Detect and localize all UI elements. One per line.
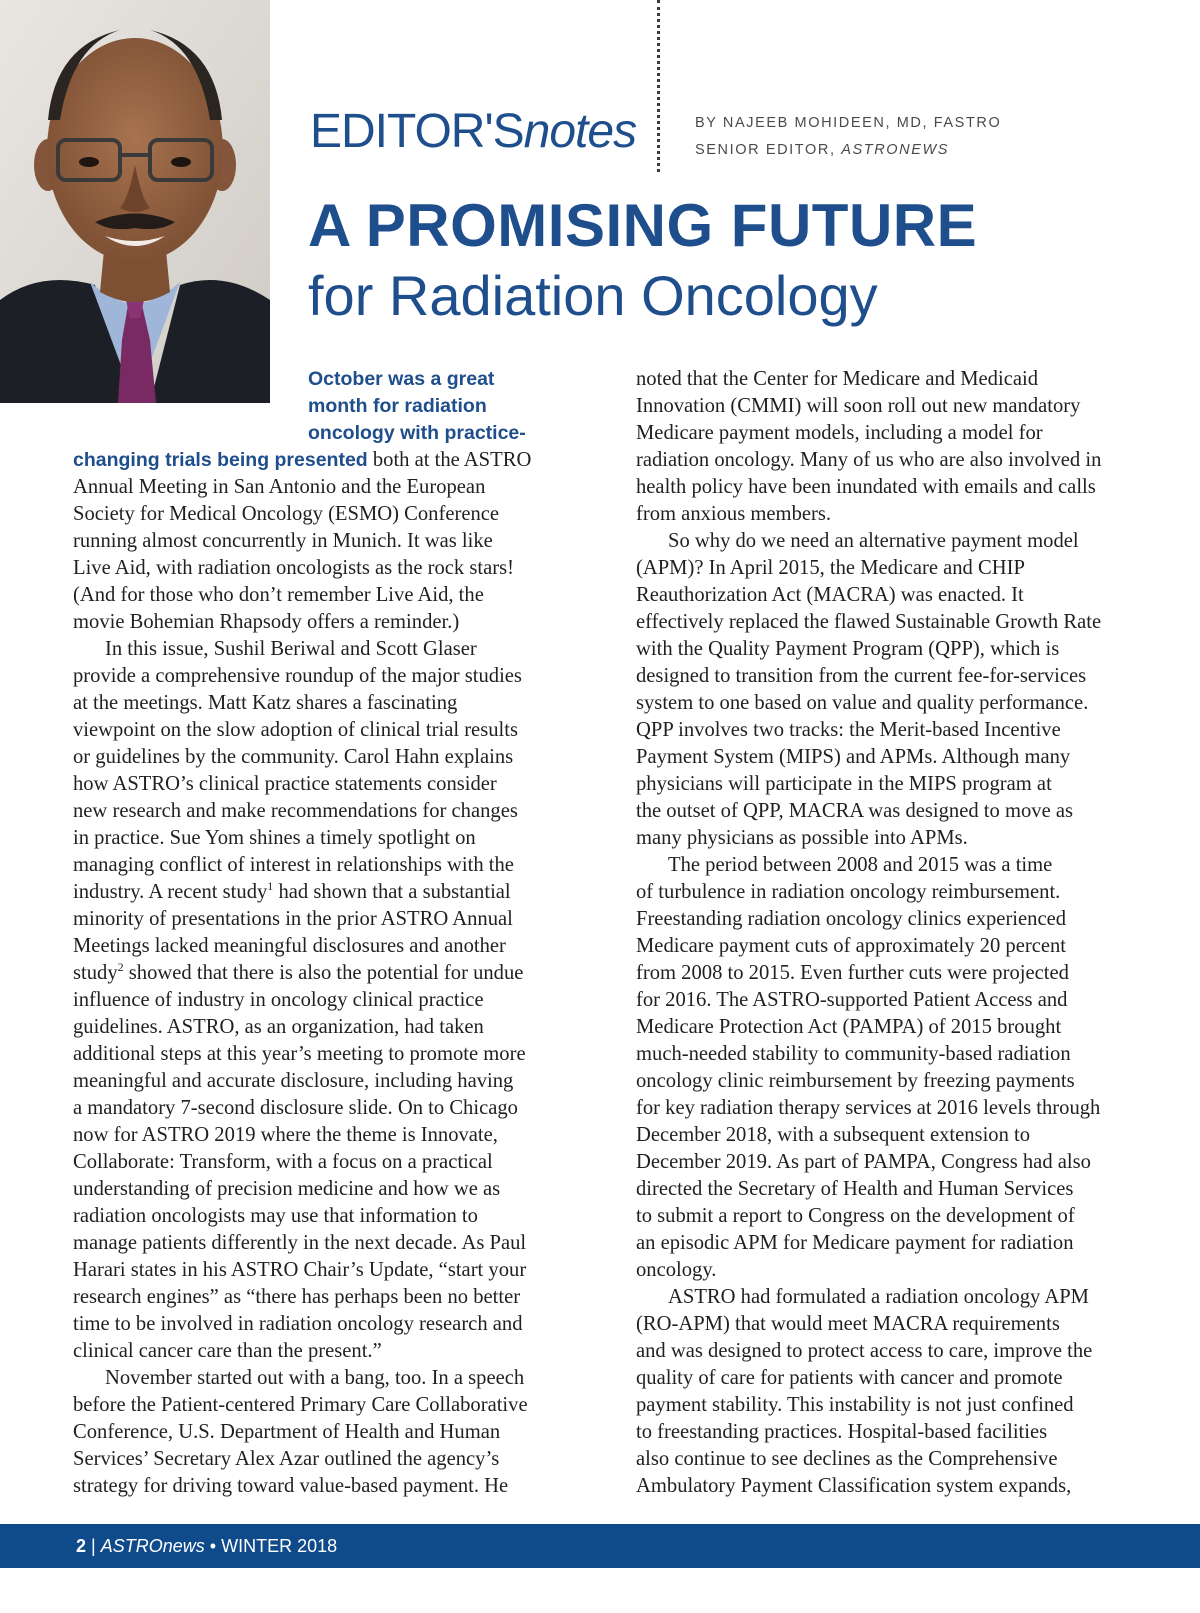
text-line: for key radiation therapy services at 2016 levels through	[636, 1097, 1101, 1119]
article-title-strong: PROMISING FUTURE	[365, 192, 978, 259]
footer-bar	[0, 1524, 1200, 1568]
text-line: So why do we need an alternative payment model	[668, 530, 1079, 552]
text-line: radiation oncology. Many of us who are also involved in	[636, 449, 1102, 471]
text-line: radiation oncologists may use that information to	[73, 1205, 478, 1227]
text-line: Harari states in his ASTRO Chair’s Update, “start your	[73, 1259, 527, 1281]
text-line: quality of care for patients with cancer and promote	[636, 1367, 1063, 1389]
section-heading-caps: EDITOR'S	[310, 105, 524, 158]
text-line: payment stability. This instability is not just confined	[636, 1394, 1074, 1416]
text-line: before the Patient-centered Primary Care Collaborative	[73, 1394, 528, 1416]
text-line: Innovation (CMMI) will soon roll out new mandatory	[636, 395, 1081, 417]
text-line: manage patients differently in the next decade. As Paul	[73, 1232, 527, 1254]
byline-role-prefix: SENIOR EDITOR,	[695, 142, 842, 158]
text-line: and was designed to protect access to care, improve the	[636, 1340, 1093, 1362]
text-line: understanding of precision medicine and how we as	[73, 1178, 501, 1200]
author-portrait	[0, 0, 270, 403]
lead-line: oncology with practice-	[308, 422, 526, 444]
text-line: effectively replaced the flawed Sustainable Growth Rate	[636, 611, 1102, 633]
section-heading	[310, 105, 637, 158]
text-line: much-needed stability to community-based radiation	[636, 1043, 1071, 1065]
byline-author: BY NAJEEB MOHIDEEN, MD, FASTRO	[695, 115, 1002, 131]
text-line: Annual Meeting in San Antonio and the European	[73, 476, 486, 498]
text-line: oncology clinic reimbursement by freezing payments	[636, 1070, 1075, 1092]
text-line: (And for those who don’t remember Live Aid, the	[73, 584, 484, 606]
text-line: Conference, U.S. Department of Health and Human	[73, 1421, 501, 1443]
text-line: In this issue, Sushil Beriwal and Scott Glaser	[105, 638, 477, 660]
right-column	[636, 366, 1101, 1500]
text-line: many physicians as possible into APMs.	[636, 827, 968, 849]
text-line: directed the Secretary of Health and Human Services	[636, 1178, 1074, 1200]
text-line: Society for Medical Oncology (ESMO) Conference	[73, 503, 500, 525]
text-line: influence of industry in oncology clinical practice	[73, 989, 484, 1011]
text-line: to submit a report to Congress on the development of	[636, 1205, 1075, 1227]
text-line: physicians will participate in the MIPS program at	[636, 773, 1052, 795]
text-line: Meetings lacked meaningful disclosures and another	[73, 935, 506, 957]
text-line: QPP involves two tracks: the Merit-based Incentive	[636, 719, 1061, 741]
text-line: Medicare payment models, including a model for	[636, 422, 1043, 444]
text-line: also continue to see declines as the Comprehensive	[636, 1448, 1058, 1470]
text-line: The period between 2008 and 2015 was a time	[668, 854, 1053, 876]
text-line: Payment System (MIPS) and APMs. Although many	[636, 746, 1071, 768]
text-line: managing conflict of interest in relationships with the	[73, 854, 514, 876]
footer-separator: |	[91, 1536, 96, 1556]
article-subtitle: for Radiation Oncology	[308, 264, 878, 327]
text-line: Freestanding radiation oncology clinics experienced	[636, 908, 1067, 930]
text-line: December 2019. As part of PAMPA, Congress had also	[636, 1151, 1091, 1173]
text-line: (RO-APM) that would meet MACRA requirements	[636, 1313, 1060, 1335]
footer-bullet: •	[209, 1536, 217, 1556]
text-line: designed to transition from the current fee-for-services	[636, 665, 1087, 687]
text-line: of turbulence in radiation oncology reimbursement.	[636, 881, 1061, 903]
text-line: clinical cancer care than the present.”	[73, 1340, 382, 1362]
text-line: an episodic APM for Medicare payment for radiation	[636, 1232, 1074, 1254]
text-line: Reauthorization Act (MACRA) was enacted. It	[636, 584, 1024, 606]
footnote-ref: 2	[117, 960, 124, 975]
text-line: a mandatory 7-second disclosure slide. On to Chicago	[73, 1097, 518, 1119]
left-column	[73, 366, 531, 1500]
text-line: from 2008 to 2015. Even further cuts were projected	[636, 962, 1069, 984]
text-line: December 2018, with a subsequent extension to	[636, 1124, 1031, 1146]
text-line: from anxious members.	[636, 503, 832, 525]
article-title-prefix: A	[308, 192, 366, 259]
byline-publication: ASTRONEWS	[841, 142, 950, 158]
text-line: for 2016. The ASTRO-supported Patient Access and	[636, 989, 1068, 1011]
text-line: ASTRO had formulated a radiation oncology APM	[668, 1286, 1089, 1308]
text-line: November started out with a bang, too. In a speech	[105, 1367, 525, 1389]
text-line: at the meetings. Matt Katz shares a fascinating	[73, 692, 458, 714]
footer-text	[76, 1534, 337, 1558]
text-line: industry. A recent study$^1$ had shown that a substantial	[73, 879, 511, 903]
text-line: Live Aid, with radiation oncologists as the rock stars!	[73, 557, 514, 579]
footer-issue: WINTER 2018	[221, 1536, 338, 1556]
text-line: in practice. Sue Yom shines a timely spotlight on	[73, 827, 476, 849]
text-line: how ASTRO’s clinical practice statements consider	[73, 773, 497, 795]
author-portrait-illustration	[0, 0, 270, 403]
text-line: time to be involved in radiation oncology research and	[73, 1313, 523, 1335]
footnote-ref: 1	[267, 879, 274, 894]
article-title	[308, 192, 978, 259]
section-heading-italic: notes	[523, 105, 637, 158]
text-line: meaningful and accurate disclosure, including having	[73, 1070, 514, 1092]
text-line: changing trials being presented both at the ASTRO	[73, 449, 532, 471]
text-line: strategy for driving toward value-based payment. He	[73, 1475, 509, 1497]
lead-line: month for radiation	[308, 395, 487, 417]
text-line: viewpoint on the slow adoption of clinical trial results	[73, 719, 518, 741]
text-line: oncology.	[636, 1259, 717, 1281]
text-line: noted that the Center for Medicare and Medicaid	[636, 368, 1038, 390]
text-line: research engines” as “there has perhaps been no better	[73, 1286, 521, 1308]
page-number: 2	[76, 1536, 87, 1556]
text-line: minority of presentations in the prior ASTRO Annual	[73, 908, 513, 930]
text-line: study$^2$ showed that there is also the potential for undue	[73, 960, 524, 984]
text-line: Medicare payment cuts of approximately 20 percent	[636, 935, 1067, 957]
text-line: the outset of QPP, MACRA was designed to move as	[636, 800, 1074, 822]
dotted-divider	[657, 0, 660, 172]
text-line: to freestanding practices. Hospital-based facilities	[636, 1421, 1048, 1443]
text-line: or guidelines by the community. Carol Hahn explains	[73, 746, 514, 768]
text-line: movie Bohemian Rhapsody offers a reminder.)	[73, 611, 460, 633]
text-line: system to one based on value and quality performance.	[636, 692, 1089, 714]
text-line: guidelines. ASTRO, as an organization, had taken	[73, 1016, 484, 1038]
text-line: now for ASTRO 2019 where the theme is Innovate,	[73, 1124, 498, 1146]
text-line: new research and make recommendations for changes	[73, 800, 518, 822]
text-line: additional steps at this year’s meeting to promote more	[73, 1043, 526, 1065]
byline-role	[695, 137, 1001, 164]
text-line: Collaborate: Transform, with a focus on a practical	[73, 1151, 493, 1173]
text-line: Medicare Protection Act (PAMPA) of 2015 brought	[636, 1016, 1062, 1038]
text-line: health policy have been inundated with emails and calls	[636, 476, 1096, 498]
footer-publication: ASTROnews	[100, 1536, 205, 1556]
text-line: Services’ Secretary Alex Azar outlined the agency’s	[73, 1448, 500, 1470]
lead-line: October was a great	[308, 368, 495, 390]
text-line: running almost concurrently in Munich. It was like	[73, 530, 493, 552]
text-line: Ambulatory Payment Classification system expands,	[636, 1475, 1072, 1497]
text-line: with the Quality Payment Program (QPP), which is	[636, 638, 1060, 660]
text-line: provide a comprehensive roundup of the major studies	[73, 665, 522, 687]
text-line: (APM)? In April 2015, the Medicare and CHIP	[636, 557, 1025, 579]
byline	[695, 110, 1001, 164]
